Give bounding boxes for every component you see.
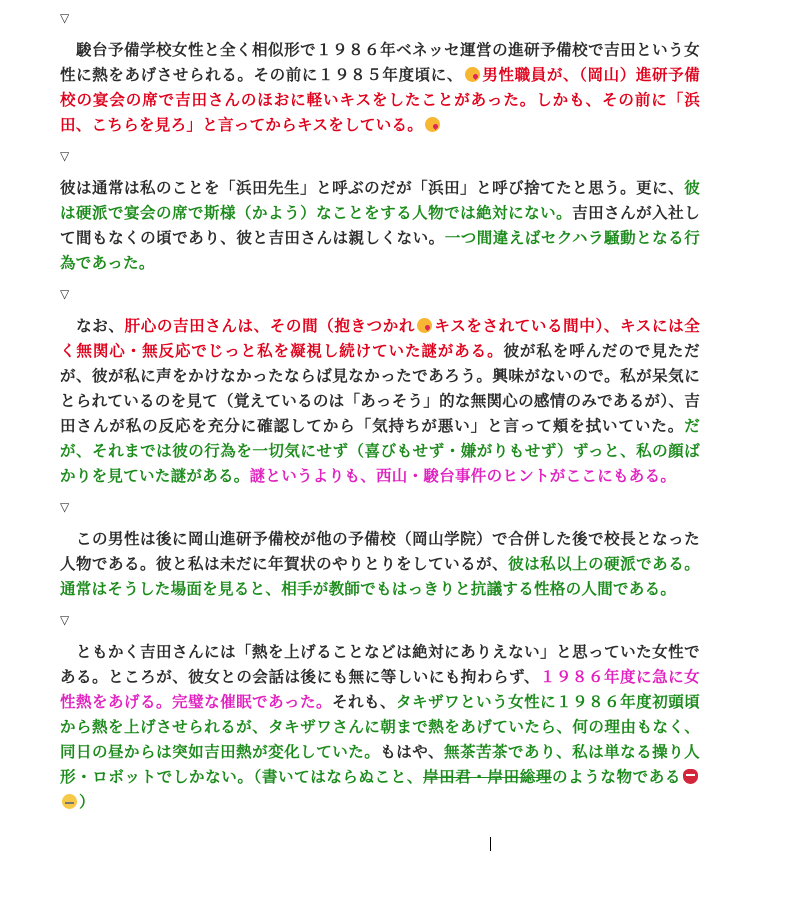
text-segment: なお、 <box>60 317 125 335</box>
ogre-face-icon <box>683 769 698 784</box>
text-segment: 岸田君・岸田総理 <box>423 768 553 786</box>
text-segment: ともかく吉田さんには「熱を上げることなどは絶対にありえない」と思っていた女性である。ところが、彼女との会話は後にも無に等しいにも拘わらず、 <box>60 643 700 686</box>
article-body <box>60 0 700 825</box>
section-marker: ▽ <box>60 287 70 301</box>
text-segment: 無茶苦茶であり、私は単なる操り人形・ロボットでしかない。（書いてはならぬこと、 <box>60 743 700 786</box>
kissing-face-icon <box>417 318 432 333</box>
text-segment: １９８６年度に急に女性熱をあげる。完璧な催眠であった。 <box>60 668 700 711</box>
text-segment: だが、それまでは彼の行為を一切気にせず（喜びもせず・嫌がりもせず）ずっと、私の顔ばかりを見ていた謎がある。 <box>60 417 700 485</box>
section-marker: ▽ <box>60 613 70 627</box>
paragraph <box>60 38 700 138</box>
kissing-face-icon <box>425 117 440 132</box>
text-cursor-icon <box>490 837 497 851</box>
text-segment: ） <box>79 793 95 811</box>
text-segment: 彼は通常は私のことを「浜田先生」と呼ぶのだが「浜田」と呼び捨てたと思う。更に、 <box>60 179 685 197</box>
paragraph <box>60 176 700 276</box>
text-segment: 彼が私を呼んだので見ただが、彼が私に声をかけなかったならば見なかったであろう。興味がないので。私が呆気にとられているのを見て（覚えているのは「あっそう」的な無関心の感情のみであるが）、吉田さんが私の反応を充分に確認してから「気持ちが悪い」と言って頬を拭いていた。 <box>60 342 700 435</box>
text-segment: 彼は硬派で宴会の席で斯様（かよう）なことをする人物では絶対にない。 <box>60 179 700 222</box>
text-segment: この男性は後に岡山進研予備校が他の予備校（岡山学院）で合併した後で校長となった人物である。彼と私は未だに年賀状のやりとりをしているが、 <box>60 530 700 573</box>
section-marker: ▽ <box>60 11 70 25</box>
zipper-mouth-face-icon <box>62 794 77 809</box>
text-segment: 彼は私以上の硬派である。通常はそうした場面を見ると、相手が教師でもはっきりと抗議する性格の人間である。 <box>60 555 700 598</box>
text-segment: 吉田さんが入社して間もなくの頃であり、彼と吉田さんは親しくない。 <box>60 204 700 247</box>
text-segment: 男性職員が、（岡山）進研予備校の宴会の席で吉田さんのほおに軽いキスをしたことがあった。しかも、その前に「浜田、こちらを見ろ」と言ってからキスをしている。 <box>60 66 700 134</box>
text-segment: 謎というよりも、西山・駿台事件のヒントがここにもある。 <box>249 467 677 485</box>
text-segment: タキザワという女性に１９８６年度初頭頃から熱を上げさせられるが、タキザワさんに朝まで熱をあげていたら、何の理由もなく、同日の昼からは突如吉田熱が変化していた。 <box>60 693 701 761</box>
text-segment: それも、 <box>332 693 397 711</box>
section-marker: ▽ <box>60 149 70 163</box>
paragraph <box>60 527 700 602</box>
text-segment: キスをされている間中）、キスには全く無関心・無反応でじっと私を凝視し続けていた謎がある。 <box>60 317 701 360</box>
kissing-face-icon <box>465 67 480 82</box>
text-segment: 一つ間違えばセクハラ騒動となる行為であった。 <box>60 229 701 272</box>
section-marker: ▽ <box>60 500 70 514</box>
text-segment: 駿台予備学校女性と全く相似形で１９８６年ベネッセ運営の進研予備校で吉田という女性に熱をあげさせられる。その前に１９８５年度頃に、 <box>60 41 700 84</box>
text-segment: もはや、 <box>380 743 444 761</box>
paragraph <box>60 640 700 815</box>
text-segment: 肝心の吉田さんは、その間（抱きつかれ <box>124 317 416 335</box>
paragraph <box>60 314 700 489</box>
text-segment: のような物である <box>552 768 682 786</box>
